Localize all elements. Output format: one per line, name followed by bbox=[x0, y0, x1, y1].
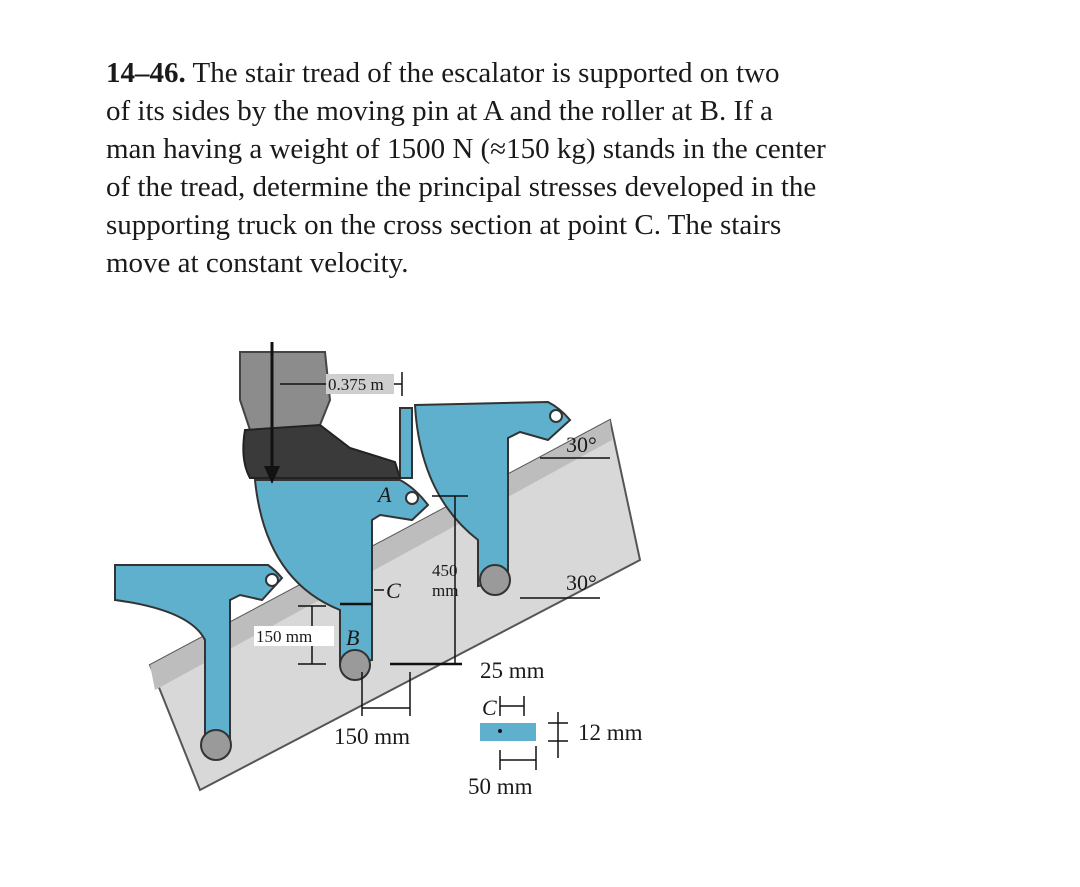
roller-lower bbox=[201, 730, 231, 760]
problem-line-2: of its sides by the moving pin at A and the roller at B. If a bbox=[106, 95, 773, 127]
pin-lower bbox=[266, 574, 278, 586]
angle-top-label: 30° bbox=[566, 432, 597, 457]
point-a-label: A bbox=[378, 482, 392, 507]
pin-upper bbox=[550, 410, 562, 422]
problem-line-3: man having a weight of 1500 N (≈150 kg) stands in the center bbox=[106, 133, 826, 165]
dim-450-unit: mm bbox=[432, 581, 459, 600]
problem-line-5: supporting truck on the cross section at point C. The stairs bbox=[106, 209, 782, 241]
dim-25-label: 25 mm bbox=[480, 658, 545, 683]
problem-line-1: 14–46. The stair tread of the escalator is supported on two bbox=[106, 57, 780, 89]
problem-line-4: of the tread, determine the principal stresses developed in the bbox=[106, 171, 817, 203]
roller-upper bbox=[480, 565, 510, 595]
dim-12-label: 12 mm bbox=[578, 720, 643, 745]
dim-450-value: 450 bbox=[432, 561, 458, 580]
dim-50-label: 50 mm bbox=[468, 774, 533, 799]
tread-upper-riser bbox=[400, 408, 412, 478]
roller-b bbox=[340, 650, 370, 680]
section-c-label: C bbox=[482, 695, 497, 720]
problem-number: 14–46. bbox=[106, 57, 186, 89]
dim-150-bottom-label: 150 mm bbox=[334, 724, 411, 749]
cross-section-rect bbox=[480, 723, 536, 741]
dim-150-left-label: 150 mm bbox=[256, 627, 313, 646]
cross-section-point-c bbox=[498, 729, 502, 733]
pin-a bbox=[406, 492, 418, 504]
angle-mid-label: 30° bbox=[566, 570, 597, 595]
man-leg bbox=[240, 352, 330, 430]
dim-0375-label: 0.375 m bbox=[328, 375, 384, 394]
point-b-label: B bbox=[346, 625, 360, 650]
problem-line-6: move at constant velocity. bbox=[106, 247, 409, 279]
point-c-label: C bbox=[386, 578, 401, 603]
